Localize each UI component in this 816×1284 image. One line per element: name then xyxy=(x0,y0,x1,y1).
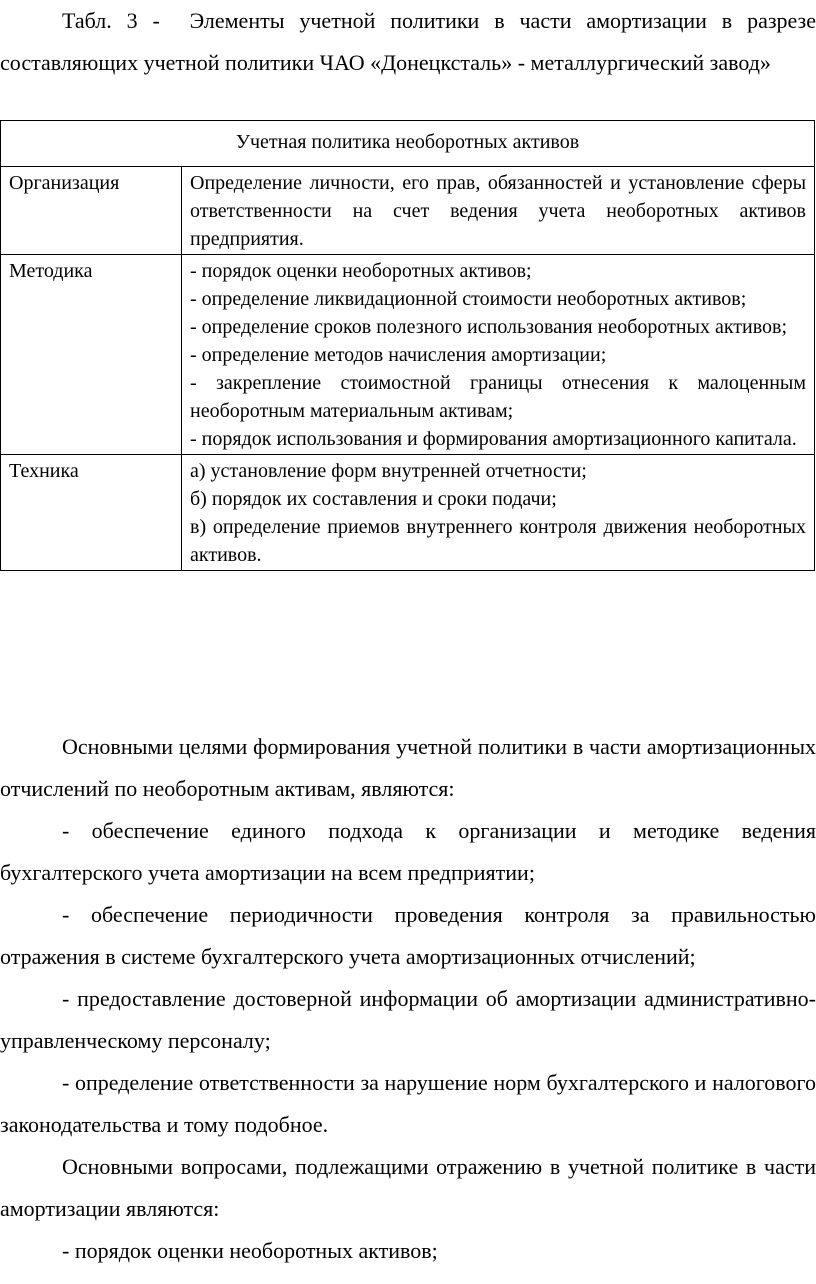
paragraph: - определение ответственности за нарушение норм бухгалтерского и налогового законодательства и тому подобное. xyxy=(0,1070,816,1137)
row-content-organization xyxy=(182,167,815,255)
list-item: - определение ликвидационной стоимости необоротных активов; xyxy=(190,288,747,310)
paragraph: Основными целями формирования учетной политики в части амортизационных отчислений по необоротным активам, являются: xyxy=(0,734,816,801)
list-item: - определение сроков полезного использования необоротных активов; xyxy=(190,316,788,338)
list-item: в) определение приемов внутреннего контроля движения необоротных активов. xyxy=(190,516,806,566)
table-header-row xyxy=(1,121,815,167)
paragraph: - обеспечение периодичности проведения контроля за правильностью отражения в системе бухгалтерского учета амортизационных отчислений; xyxy=(0,902,816,969)
list-item: - порядок оценки необоротных активов; xyxy=(190,260,532,282)
row-content-methodology xyxy=(182,255,815,455)
table-caption xyxy=(0,0,816,84)
table-row xyxy=(1,255,815,455)
body-text xyxy=(0,726,816,1272)
list-item: б) порядок их составления и сроки подачи; xyxy=(190,488,557,510)
row-label-organization: Организация xyxy=(1,167,182,255)
accounting-policy-table xyxy=(0,120,815,571)
row-label-technique: Техника xyxy=(1,455,182,571)
row-content-technique xyxy=(182,455,815,571)
list-item: - определение методов начисления амортизации; xyxy=(190,344,607,366)
list-item: - закрепление стоимостной границы отнесения к малоценным необоротным материальным активам; xyxy=(190,372,806,422)
row-label-methodology: Методика xyxy=(1,255,182,455)
table-row xyxy=(1,455,815,571)
list-item: - порядок использования и формирования амортизационного капитала. xyxy=(190,428,797,450)
table-header: Учетная политика необоротных активов xyxy=(1,121,815,167)
paragraph: Основными вопросами, подлежащими отражению в учетной политике в части амортизации являются: xyxy=(0,1154,816,1221)
paragraph: - предоставление достоверной информации об амортизации административно-управленческому персоналу; xyxy=(0,986,816,1053)
caption-prefix: Табл. 3 - xyxy=(62,8,160,33)
caption-text: Элементы учетной политики в части амортизации в разрезе составляющих учетной политики ЧАО «Донецксталь» - металлургический завод» xyxy=(0,8,816,75)
list-item: Определение личности, его прав, обязанностей и установление сферы ответственности на счет ведения учета необоротных активов предприятия. xyxy=(190,172,806,250)
paragraph: - порядок оценки необоротных активов; xyxy=(62,1238,438,1263)
list-item: а) установление форм внутренней отчетности; xyxy=(190,460,587,482)
paragraph: - обеспечение единого подхода к организации и методике ведения бухгалтерского учета амортизации на всем предприятии; xyxy=(0,818,816,885)
table-row xyxy=(1,167,815,255)
